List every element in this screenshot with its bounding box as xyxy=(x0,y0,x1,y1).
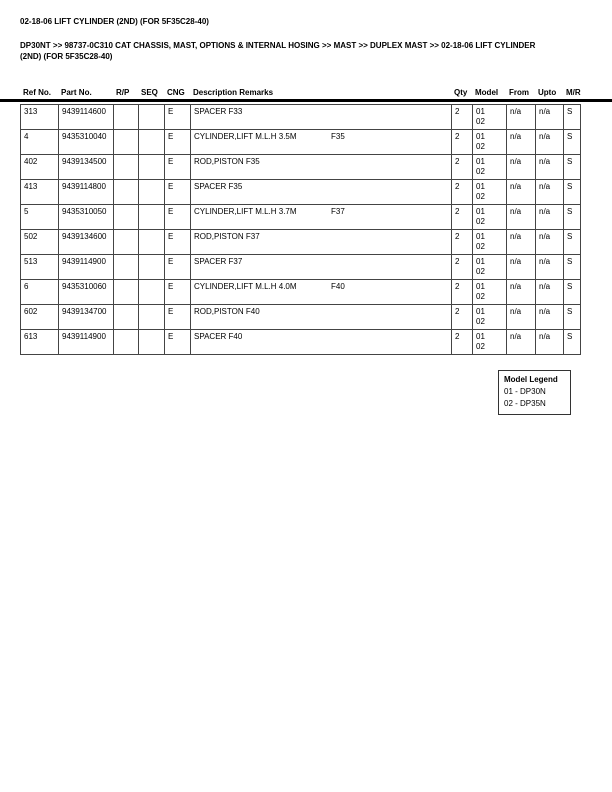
column-header: Ref No. xyxy=(23,88,51,97)
cell-seq xyxy=(139,105,165,130)
cell-model xyxy=(473,180,507,205)
cell-mr: S xyxy=(564,130,581,155)
cell-seq xyxy=(139,330,165,355)
cell-rp xyxy=(114,155,139,180)
cell-from: n/a xyxy=(507,130,536,155)
cell-ref: 313 xyxy=(21,105,59,130)
model-code: 02 xyxy=(476,242,485,251)
cell-cng: E xyxy=(165,230,191,255)
breadcrumb: DP30NT >> 98737-0C310 CAT CHASSIS, MAST, OPTIONS & INTERNAL HOSING >> MAST >> DUPLEX MAST >> 02-18-06 LIFT CYLINDER (2ND) (FOR 5F35C28-40) xyxy=(20,41,536,61)
cell-model xyxy=(473,330,507,355)
model-code: 01 xyxy=(476,157,485,166)
column-header: Qty xyxy=(454,88,468,97)
cell-rp xyxy=(114,330,139,355)
cell-ref: 502 xyxy=(21,230,59,255)
cell-ref: 513 xyxy=(21,255,59,280)
cell-upto: n/a xyxy=(536,155,564,180)
cell-part: 9439114900 xyxy=(59,255,114,280)
model-code: 01 xyxy=(476,107,485,116)
cell-qty: 2 xyxy=(452,155,473,180)
cell-ref: 4 xyxy=(21,130,59,155)
cell-rp xyxy=(114,130,139,155)
cell-upto: n/a xyxy=(536,280,564,305)
cell-from: n/a xyxy=(507,255,536,280)
cell-upto: n/a xyxy=(536,130,564,155)
cell-qty: 2 xyxy=(452,280,473,305)
cell-rp xyxy=(114,105,139,130)
cell-desc xyxy=(191,305,452,330)
table-row xyxy=(21,255,581,280)
cell-desc xyxy=(191,155,452,180)
cell-qty: 2 xyxy=(452,255,473,280)
model-legend xyxy=(498,370,571,415)
model-code: 02 xyxy=(476,167,485,176)
cell-mr: S xyxy=(564,155,581,180)
table-header-row xyxy=(20,88,580,97)
cell-desc xyxy=(191,230,452,255)
cell-from: n/a xyxy=(507,105,536,130)
cell-seq xyxy=(139,180,165,205)
cell-mr: S xyxy=(564,230,581,255)
legend-item: 01 - DP30N xyxy=(504,387,546,396)
cell-seq xyxy=(139,305,165,330)
table-row xyxy=(21,280,581,305)
cell-model xyxy=(473,255,507,280)
cell-from: n/a xyxy=(507,205,536,230)
cell-qty: 2 xyxy=(452,305,473,330)
model-code: 02 xyxy=(476,267,485,276)
cell-model xyxy=(473,230,507,255)
cell-cng: E xyxy=(165,105,191,130)
cell-model xyxy=(473,205,507,230)
model-code: 02 xyxy=(476,142,485,151)
cell-cng: E xyxy=(165,330,191,355)
cell-seq xyxy=(139,280,165,305)
cell-ref: 413 xyxy=(21,180,59,205)
cell-mr: S xyxy=(564,105,581,130)
model-code: 02 xyxy=(476,117,485,126)
model-code: 01 xyxy=(476,182,485,191)
description-text: SPACER F40 xyxy=(194,332,243,341)
cell-rp xyxy=(114,305,139,330)
description-text: ROD,PISTON F40 xyxy=(194,307,260,316)
table-row xyxy=(21,105,581,130)
cell-part: 9439134700 xyxy=(59,305,114,330)
cell-ref: 6 xyxy=(21,280,59,305)
cell-rp xyxy=(114,180,139,205)
cell-seq xyxy=(139,130,165,155)
column-header: R/P xyxy=(116,88,130,97)
description-text: SPACER F37 xyxy=(194,257,243,266)
cell-qty: 2 xyxy=(452,180,473,205)
cell-from: n/a xyxy=(507,230,536,255)
cell-rp xyxy=(114,205,139,230)
cell-cng: E xyxy=(165,255,191,280)
cell-cng: E xyxy=(165,180,191,205)
cell-part: 9439114900 xyxy=(59,330,114,355)
cell-upto: n/a xyxy=(536,230,564,255)
column-header: From xyxy=(509,88,529,97)
cell-rp xyxy=(114,230,139,255)
cell-mr: S xyxy=(564,330,581,355)
cell-mr: S xyxy=(564,305,581,330)
cell-desc xyxy=(191,205,452,230)
cell-ref: 613 xyxy=(21,330,59,355)
column-header: CNG xyxy=(167,88,185,97)
legend-item: 02 - DP35N xyxy=(504,399,546,408)
cell-upto: n/a xyxy=(536,255,564,280)
description-text: SPACER F33 xyxy=(194,107,243,116)
cell-qty: 2 xyxy=(452,330,473,355)
model-code: 01 xyxy=(476,257,485,266)
column-header: Description Remarks xyxy=(193,88,274,97)
cell-part: 9439134600 xyxy=(59,230,114,255)
cell-rp xyxy=(114,255,139,280)
cell-desc xyxy=(191,330,452,355)
cell-desc xyxy=(191,280,452,305)
cell-seq xyxy=(139,255,165,280)
model-code: 01 xyxy=(476,307,485,316)
description-text: SPACER F35 xyxy=(194,182,243,191)
model-legend-items xyxy=(504,386,566,410)
cell-ref: 5 xyxy=(21,205,59,230)
column-header: Part No. xyxy=(61,88,92,97)
cell-from: n/a xyxy=(507,305,536,330)
model-code: 01 xyxy=(476,207,485,216)
cell-upto: n/a xyxy=(536,105,564,130)
cell-seq xyxy=(139,155,165,180)
cell-upto: n/a xyxy=(536,305,564,330)
cell-cng: E xyxy=(165,280,191,305)
table-row xyxy=(21,230,581,255)
column-header: Upto xyxy=(538,88,557,97)
cell-part: 9435310060 xyxy=(59,280,114,305)
model-code: 01 xyxy=(476,232,485,241)
cell-desc xyxy=(191,105,452,130)
cell-part: 9439134500 xyxy=(59,155,114,180)
cell-cng: E xyxy=(165,305,191,330)
cell-qty: 2 xyxy=(452,205,473,230)
table-row xyxy=(21,330,581,355)
cell-desc xyxy=(191,180,452,205)
description-text: CYLINDER,LIFT M.L.H 4.0M xyxy=(194,282,297,291)
cell-seq xyxy=(139,205,165,230)
table-row xyxy=(21,205,581,230)
cell-desc xyxy=(191,130,452,155)
remark-text: F35 xyxy=(331,132,345,141)
cell-mr: S xyxy=(564,180,581,205)
cell-from: n/a xyxy=(507,280,536,305)
cell-model xyxy=(473,130,507,155)
cell-part: 9435310050 xyxy=(59,205,114,230)
model-legend-title: Model Legend xyxy=(504,375,558,384)
cell-cng: E xyxy=(165,155,191,180)
parts-table xyxy=(20,104,581,355)
cell-qty: 2 xyxy=(452,230,473,255)
table-row xyxy=(21,130,581,155)
model-code: 02 xyxy=(476,192,485,201)
cell-model xyxy=(473,105,507,130)
cell-from: n/a xyxy=(507,330,536,355)
cell-ref: 602 xyxy=(21,305,59,330)
cell-from: n/a xyxy=(507,155,536,180)
cell-cng: E xyxy=(165,130,191,155)
column-header: M/R xyxy=(566,88,581,97)
column-header: Model xyxy=(475,88,499,97)
table-row xyxy=(21,180,581,205)
cell-part: 9439114800 xyxy=(59,180,114,205)
model-code: 02 xyxy=(476,317,485,326)
remark-text: F40 xyxy=(331,282,345,291)
model-code: 02 xyxy=(476,342,485,351)
model-code: 02 xyxy=(476,292,485,301)
description-text: CYLINDER,LIFT M.L.H 3.7M xyxy=(194,207,297,216)
cell-upto: n/a xyxy=(536,330,564,355)
column-header: SEQ xyxy=(141,88,158,97)
table-row xyxy=(21,155,581,180)
model-code: 01 xyxy=(476,282,485,291)
description-text: CYLINDER,LIFT M.L.H 3.5M xyxy=(194,132,297,141)
table-row xyxy=(21,305,581,330)
cell-part: 9439114600 xyxy=(59,105,114,130)
cell-from: n/a xyxy=(507,180,536,205)
cell-rp xyxy=(114,280,139,305)
cell-qty: 2 xyxy=(452,105,473,130)
remark-text: F37 xyxy=(331,207,345,216)
cell-desc xyxy=(191,255,452,280)
cell-part: 9435310040 xyxy=(59,130,114,155)
cell-mr: S xyxy=(564,205,581,230)
cell-qty: 2 xyxy=(452,130,473,155)
cell-model xyxy=(473,305,507,330)
page-title: 02-18-06 LIFT CYLINDER (2ND) (FOR 5F35C28-40) xyxy=(20,17,209,26)
cell-upto: n/a xyxy=(536,180,564,205)
cell-mr: S xyxy=(564,255,581,280)
header-divider xyxy=(0,99,612,102)
model-code: 01 xyxy=(476,132,485,141)
cell-upto: n/a xyxy=(536,205,564,230)
model-code: 01 xyxy=(476,332,485,341)
cell-seq xyxy=(139,230,165,255)
cell-cng: E xyxy=(165,205,191,230)
cell-model xyxy=(473,155,507,180)
cell-mr: S xyxy=(564,280,581,305)
description-text: ROD,PISTON F37 xyxy=(194,232,260,241)
model-code: 02 xyxy=(476,217,485,226)
description-text: ROD,PISTON F35 xyxy=(194,157,260,166)
cell-ref: 402 xyxy=(21,155,59,180)
cell-model xyxy=(473,280,507,305)
